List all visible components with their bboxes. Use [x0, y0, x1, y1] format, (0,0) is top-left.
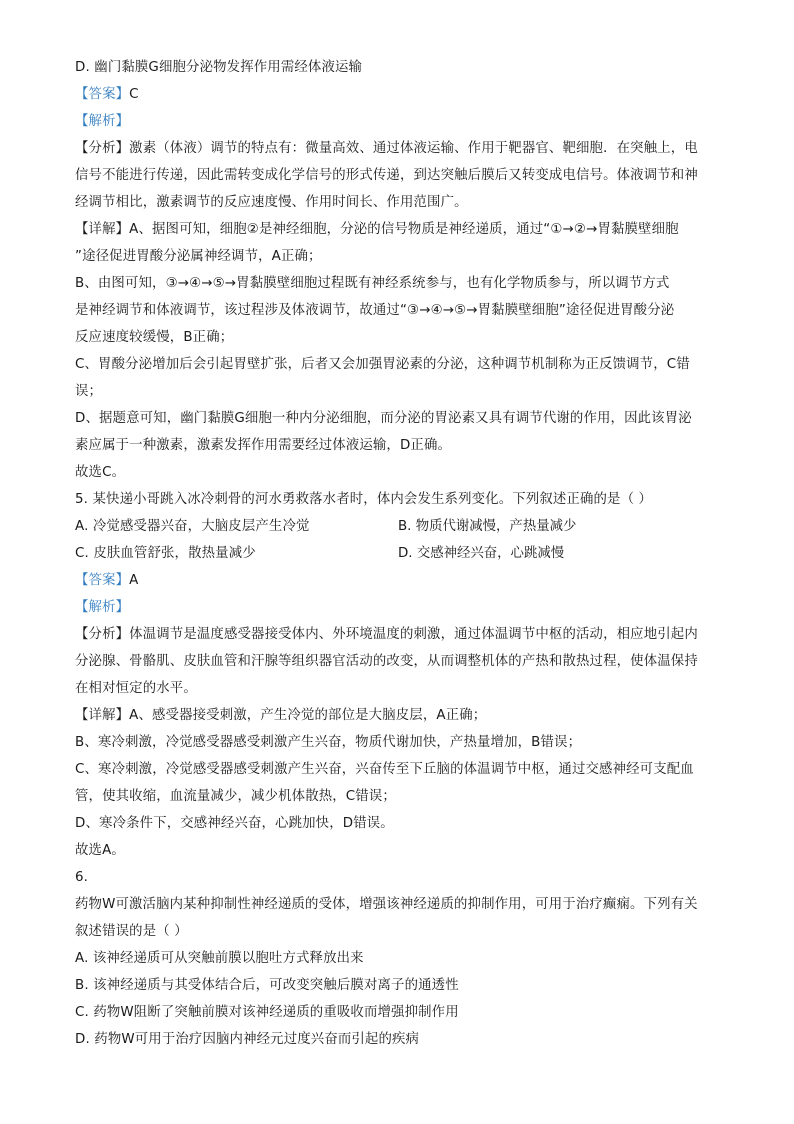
text-line	[75, 626, 725, 644]
section-tag: 【解析】	[75, 114, 130, 129]
section-tag: 【答案】	[75, 573, 130, 588]
line-text: 药物W可激活脑内某种抑制性神经递质的受体，增强该神经递质的抑制作用，可用于治疗癫痫。下列有关	[75, 897, 698, 912]
text-line	[75, 248, 725, 266]
line-text: A. 该神经递质可从突触前膜以胞吐方式释放出来	[75, 951, 364, 966]
text-line	[75, 410, 725, 428]
text-line	[75, 653, 725, 671]
text-line	[75, 383, 725, 401]
text-line	[75, 329, 725, 347]
text-line	[75, 167, 725, 185]
text-line	[75, 491, 725, 509]
text-line	[75, 815, 725, 833]
text-line	[75, 464, 725, 482]
text-line	[75, 842, 725, 860]
line-text: 在相对恒定的水平。	[75, 681, 197, 696]
text-line	[75, 1004, 725, 1022]
text-line	[75, 680, 725, 698]
text-line	[75, 707, 725, 725]
option-right: D. 交感神经兴奋，心跳减慢	[398, 546, 565, 561]
text-line	[75, 437, 725, 455]
line-text: 故选C。	[75, 465, 126, 480]
line-text: C	[129, 87, 139, 102]
text-line	[75, 194, 725, 212]
line-text: 故选A。	[75, 843, 125, 858]
line-text: 【详解】A、感受器接受刺激，产生冷觉的部位是大脑皮层，A正确；	[75, 708, 487, 723]
line-text: C. 药物W阻断了突触前膜对该神经递质的重吸收而增强抑制作用	[75, 1005, 459, 1020]
line-text: D、寒冷条件下，交感神经兴奋，心跳加快，D错误。	[75, 816, 394, 831]
line-text: 素应属于一种激素，激素发挥作用需要经过体液运输，D正确。	[75, 438, 452, 453]
section-tag: 【解析】	[75, 600, 130, 615]
text-line	[75, 950, 725, 968]
text-line	[75, 356, 725, 374]
line-text: 误；	[75, 384, 103, 399]
line-text: D. 幽门黏膜G细胞分泌物发挥作用需经体液运输	[75, 60, 363, 75]
line-text: D、据题意可知，幽门黏膜G细胞一种内分泌细胞，而分泌的胃泌素又具有调节代谢的作用，因此该胃泌	[75, 411, 692, 426]
text-line	[75, 977, 725, 995]
line-text: 5. 某快递小哥跳入冰冷刺骨的河水勇救落水者时，体内会发生系列变化。下列叙述正确的是（ ）	[75, 492, 653, 507]
line-text: B. 该神经递质与其受体结合后，可改变突触后膜对离子的通透性	[75, 978, 459, 993]
line-text: 是神经调节和体液调节，该过程涉及体液调节，故通过“③→④→⑤→胃黏膜壁细胞”途径促进胃酸分泌	[75, 303, 675, 318]
line-text: B、寒冷刺激，冷觉感受器感受刺激产生兴奋，物质代谢加快，产热量增加，B错误；	[75, 735, 582, 750]
text-line	[75, 113, 725, 131]
line-text: 叙述错误的是（ ）	[75, 924, 188, 939]
text-line	[75, 572, 725, 590]
text-line	[75, 599, 725, 617]
text-line	[75, 221, 725, 239]
line-text: 【详解】A、据图可知，细胞②是神经细胞，分泌的信号物质是神经递质，通过“①→②→胃黏膜壁细胞	[75, 222, 679, 237]
text-line	[75, 923, 725, 941]
section-tag: 【答案】	[75, 87, 130, 102]
text-line	[75, 869, 725, 887]
text-line	[75, 140, 725, 158]
line-text: 【分析】体温调节是温度感受器接受体内、外环境温度的刺激，通过体温调节中枢的活动，相应地引起内	[75, 627, 698, 642]
line-text: 反应速度较缓慢，B正确；	[75, 330, 234, 345]
text-line	[75, 761, 725, 779]
line-text: ”途径促进胃酸分泌属神经调节，A正确；	[75, 249, 322, 264]
line-text: C. 皮肤血管舒张，散热量减少	[75, 546, 256, 561]
text-line	[75, 788, 725, 806]
line-text: 6.	[75, 870, 89, 885]
text-line	[75, 302, 725, 320]
text-line	[75, 275, 725, 293]
text-line	[75, 1031, 725, 1049]
text-line	[75, 734, 725, 752]
line-text: C、寒冷刺激，冷觉感受器感受刺激产生兴奋，兴奋传至下丘脑的体温调节中枢，通过交感神经可支配血	[75, 762, 694, 777]
line-text: 分泌腺、骨骼肌、皮肤血管和汗腺等组织器官活动的改变，从而调整机体的产热和散热过程，使体温保持	[75, 654, 698, 669]
line-text: 信号不能进行传递，因此需转变成化学信号的形式传递，到达突触后膜后又转变成电信号。体液调节和神	[75, 168, 698, 183]
line-text: D. 药物W可用于治疗因脑内神经元过度兴奋而引起的疾病	[75, 1032, 420, 1047]
line-text: A	[129, 573, 139, 588]
text-line	[75, 59, 725, 77]
text-line	[75, 896, 725, 914]
option-right: B. 物质代谢减慢，产热量减少	[398, 519, 577, 534]
line-text: B、由图可知，③→④→⑤→胃黏膜壁细胞过程既有神经系统参与，也有化学物质参与，所以调节方式	[75, 276, 670, 291]
text-line	[75, 86, 725, 104]
line-text: A. 冷觉感受器兴奋，大脑皮层产生冷觉	[75, 519, 310, 534]
line-text: 经调节相比，激素调节的反应速度慢、作用时间长、作用范围广。	[75, 195, 468, 210]
line-text: 管，使其收缩，血流量减少，减少机体散热，C错误；	[75, 789, 396, 804]
line-text: 【分析】激素（体液）调节的特点有：微量高效、通过体液运输、作用于靶器官、靶细胞．在突触上，电	[75, 141, 698, 156]
line-text: C、胃酸分泌增加后会引起胃壁扩张，后者又会加强胃泌素的分泌，这种调节机制称为正反馈调节，C错	[75, 357, 690, 372]
